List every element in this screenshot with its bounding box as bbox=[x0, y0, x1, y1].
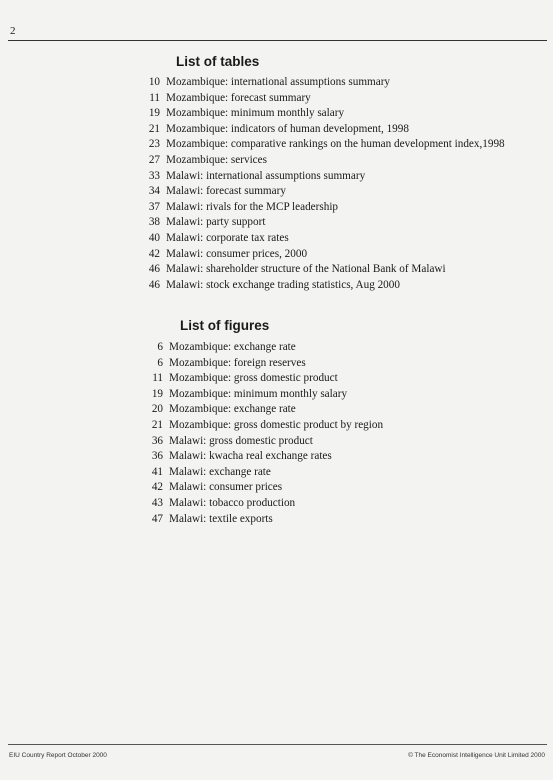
footer-left: EIU Country Report October 2000 bbox=[9, 752, 107, 759]
list-item-page: 36 bbox=[151, 434, 163, 447]
list-item-page: 21 bbox=[148, 122, 160, 135]
list-item-page: 6 bbox=[157, 356, 163, 369]
top-rule bbox=[8, 40, 547, 41]
list-item-page: 43 bbox=[151, 496, 163, 509]
list-item-label: Malawi: kwacha real exchange rates bbox=[169, 450, 332, 463]
list-item-page: 34 bbox=[148, 185, 160, 198]
list-item-label: Mozambique: international assumptions summary bbox=[166, 76, 391, 88]
list-item-page: 6 bbox=[157, 341, 163, 353]
list-item-label: Malawi: shareholder structure of the National Bank of Malawi bbox=[166, 263, 446, 276]
list-item-label: Malawi: rivals for the MCP leadership bbox=[166, 200, 339, 213]
list-item-page: 21 bbox=[151, 418, 163, 431]
list-item-label: Malawi: consumer prices bbox=[169, 481, 283, 494]
list-item-label: Malawi: consumer prices, 2000 bbox=[166, 247, 308, 260]
list-item-label: Mozambique: indicators of human development, 1998 bbox=[166, 122, 409, 135]
list-item-label: Malawi: forecast summary bbox=[166, 185, 286, 198]
list-item-page: 47 bbox=[151, 512, 163, 525]
list-item-label: Malawi: tobacco production bbox=[169, 496, 296, 509]
list-item-label: Mozambique: exchange rate bbox=[169, 403, 296, 416]
list-item-page: 46 bbox=[148, 263, 160, 276]
list-item-page: 19 bbox=[151, 387, 163, 400]
list-item-label: Mozambique: foreign reserves bbox=[169, 356, 306, 369]
list-item-label: Mozambique: minimum monthly salary bbox=[169, 387, 348, 400]
list-item-page: 36 bbox=[151, 450, 163, 463]
list-item-label: Mozambique: services bbox=[166, 153, 267, 166]
list-item-label: Mozambique: forecast summary bbox=[166, 91, 311, 104]
page-number: 2 bbox=[10, 25, 16, 37]
list-item-label: Malawi: exchange rate bbox=[169, 465, 271, 478]
tables-title: List of tables bbox=[176, 54, 260, 69]
list-item-page: 38 bbox=[148, 216, 160, 229]
list-item-page: 11 bbox=[152, 372, 163, 385]
bottom-rule bbox=[8, 744, 547, 745]
list-item-page: 46 bbox=[148, 278, 160, 291]
list-item-label: Mozambique: exchange rate bbox=[169, 341, 296, 353]
list-item-page: 37 bbox=[148, 200, 160, 213]
list-item-label: Mozambique: comparative rankings on the human development index,1998 bbox=[166, 138, 505, 151]
list-item-label: Malawi: gross domestic product bbox=[169, 434, 313, 447]
list-item-label: Malawi: textile exports bbox=[169, 512, 273, 525]
list-item-page: 11 bbox=[149, 91, 160, 104]
list-item-label: Malawi: corporate tax rates bbox=[166, 231, 289, 244]
list-item-page: 40 bbox=[148, 231, 160, 244]
list-item-page: 33 bbox=[148, 169, 160, 182]
list-item-page: 20 bbox=[151, 403, 163, 416]
list-item-label: Mozambique: gross domestic product by region bbox=[169, 418, 384, 431]
list-item-page: 23 bbox=[148, 138, 160, 151]
list-item-label: Malawi: party support bbox=[166, 216, 266, 229]
list-item-page: 41 bbox=[151, 465, 163, 478]
list-item-page: 42 bbox=[148, 247, 160, 260]
list-item-label: Mozambique: minimum monthly salary bbox=[166, 107, 345, 120]
figures-title: List of figures bbox=[180, 318, 270, 333]
footer-right: © The Economist Intelligence Unit Limited 2000 bbox=[408, 752, 545, 759]
list-item-label: Mozambique: gross domestic product bbox=[169, 372, 338, 385]
list-item-label: Malawi: stock exchange trading statistics, Aug 2000 bbox=[166, 278, 400, 291]
list-item-page: 27 bbox=[148, 153, 160, 166]
list-item-page: 42 bbox=[151, 481, 163, 494]
list-item-page: 19 bbox=[148, 107, 160, 120]
list-item-label: Malawi: international assumptions summary bbox=[166, 169, 366, 182]
list-item-page: 10 bbox=[148, 76, 160, 88]
